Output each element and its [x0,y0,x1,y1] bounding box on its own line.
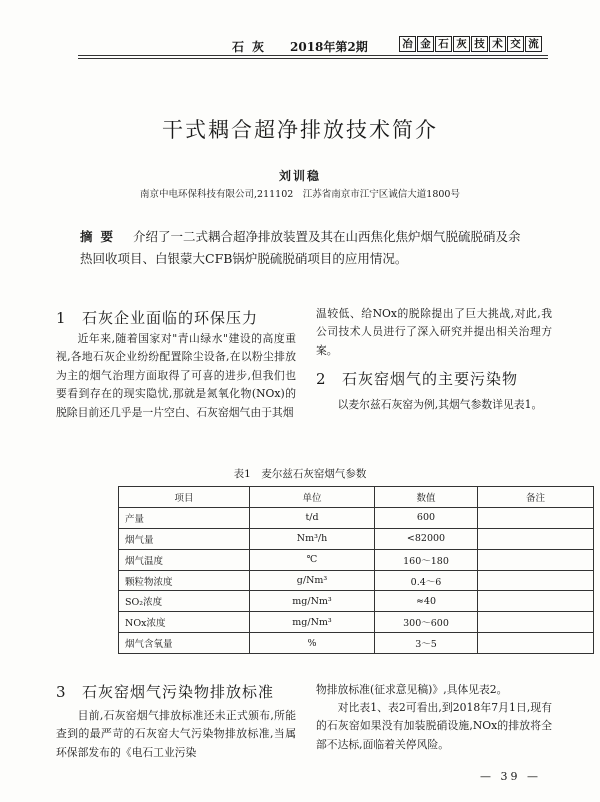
table-cell [478,507,594,528]
header-rule-thin [78,58,548,59]
header-column-char: 冶 [399,36,416,52]
table-cell: 300～600 [375,612,478,633]
section-3-title: 石灰窑烟气污染物排放标准 [82,683,275,701]
table-cell: % [250,633,375,654]
abstract-label: 摘要 [80,229,122,244]
table-header-row [119,487,594,508]
article-affiliation: 南京中电环保科技有限公司,211102 江苏省南京市江宁区诚信大道1800号 [140,189,460,200]
section-1-continuation: 温较低、给NOx的脱除提出了巨大挑战,对此,我公司技术人员进行了深入研究并提出相关治理方案。 [316,307,552,357]
table-header-cell: 项目 [119,487,250,508]
table-cell: 160～180 [375,549,478,570]
table-row [119,612,594,633]
table-row [119,591,594,612]
header-column-label [398,36,542,52]
table-cell [478,591,594,612]
header-column-char: 术 [489,36,506,52]
section-1-number: 1 [56,309,67,327]
table-row [119,570,594,591]
table-cell: mg/Nm³ [250,591,375,612]
header-journal-name: 石灰 [232,40,273,54]
table-cell: 烟气量 [119,528,250,549]
table-cell: Nm³/h [250,528,375,549]
table-cell: 烟气含氧量 [119,633,250,654]
table-1 [118,486,594,654]
table-cell: 颗粒物浓度 [119,570,250,591]
table-cell: NOx浓度 [119,612,250,633]
header-column-char: 金 [417,36,434,52]
section-3-number: 3 [56,683,67,701]
header-column-char: 技 [471,36,488,52]
table-cell [478,570,594,591]
article-author: 刘训稳 [278,169,321,183]
section-1-paragraph: 近年来,随着国家对"青山绿水"建设的高度重视,各地石灰企业纷纷配置除尘设备,在以粉尘排放为主的烟气治理方面取得了可喜的进步,但我们也要看到存在的现实隐忧,那就是氮氧化物(NOx)的脱除目前还几乎是一片空白、石灰窑烟气由于其烟 [56,332,296,419]
header-column-char: 流 [525,36,542,52]
table-cell: 烟气温度 [119,549,250,570]
abstract-text: 介绍了一二式耦合超净排放装置及其在山西焦化焦炉烟气脱硫脱硝及余热回收项目、白银蒙大CFB锅炉脱硫脱硝项目的应用情况。 [80,229,521,266]
table-1-caption: 表1 麦尔兹石灰窑烟气参数 [233,468,367,480]
page-number: — 39 — [480,770,541,783]
table-cell: 0.4～6 [375,570,478,591]
table-cell [478,612,594,633]
table-cell: 产量 [119,507,250,528]
article-title: 干式耦合超净排放技术简介 [162,118,438,142]
table-header-cell: 单位 [250,487,375,508]
section-3-continuation-line: 物排放标准(征求意见稿)》,具体见表2。 [316,683,508,696]
header-rule [78,55,548,56]
table-cell: t/d [250,507,375,528]
table-row [119,528,594,549]
section-3-paragraph: 目前,石灰窑烟气排放标准还未正式颁布,所能查到的最严苛的石灰窑大气污染物排放标准,当属环保部发布的《电石工业污染 [56,709,296,759]
header-column-char: 石 [435,36,452,52]
table-cell: ℃ [250,549,375,570]
header-column-char: 交 [507,36,524,52]
header-issue: 2018年第2期 [290,40,368,54]
table-cell: g/Nm³ [250,570,375,591]
table-header-cell: 备注 [478,487,594,508]
section-2-number: 2 [316,370,327,388]
table-cell [478,528,594,549]
section-1-heading [56,307,258,328]
table-cell: SO₂浓度 [119,591,250,612]
header-column-char: 灰 [453,36,470,52]
section-3-continuation-paragraph: 对比表1、表2可看出,到2018年7月1日,现有的石灰窑如果没有加装脱硝设施,NOx的排放将全部不达标,面临着关停风险。 [316,701,552,751]
section-1-title: 石灰企业面临的环保压力 [82,309,259,327]
table-header-cell: 数值 [375,487,478,508]
table-cell [478,633,594,654]
section-3-heading [56,681,274,702]
table-cell: <82000 [375,528,478,549]
table-cell: ≈40 [375,591,478,612]
section-2-title: 石灰窑烟气的主要污染物 [342,370,519,388]
table-cell: mg/Nm³ [250,612,375,633]
table-cell [478,549,594,570]
table-row [119,507,594,528]
table-cell: 3～5 [375,633,478,654]
table-row [119,633,594,654]
section-2-paragraph: 以麦尔兹石灰窑为例,其烟气参数详见表1。 [337,398,543,411]
table-cell: 600 [375,507,478,528]
section-2-heading [316,368,518,389]
abstract [80,226,530,270]
table-row [119,549,594,570]
